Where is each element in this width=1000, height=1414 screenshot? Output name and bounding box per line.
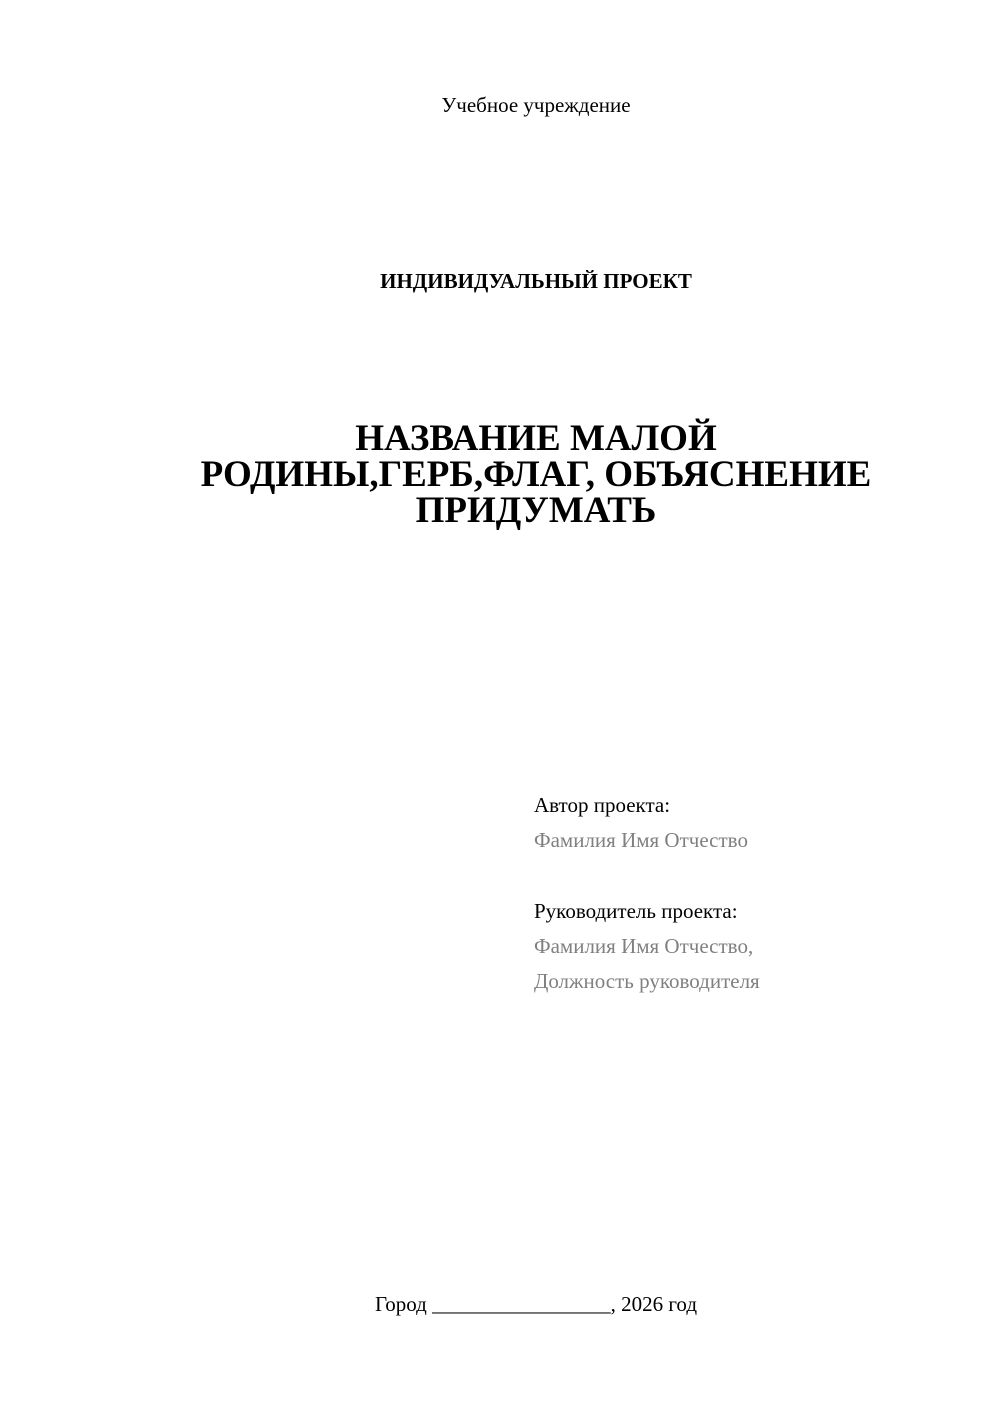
project-title bbox=[100, 418, 972, 531]
info-spacer bbox=[534, 858, 974, 894]
project-title-line-3: ПРИДУМАТЬ bbox=[415, 490, 657, 531]
institution-name: Учебное учреждение bbox=[441, 93, 631, 117]
author-label: Автор проекта: bbox=[534, 793, 671, 817]
document-type: ИНДИВИДУАЛЬНЫЙ ПРОЕКТ bbox=[380, 269, 692, 293]
supervisor-label: Руководитель проекта: bbox=[534, 899, 738, 923]
author-name: Фамилия Имя Отчество bbox=[534, 828, 748, 852]
project-title-line-2: РОДИНЫ,ГЕРБ,ФЛАГ, ОБЪЯСНЕНИЕ bbox=[200, 454, 872, 495]
project-info bbox=[534, 788, 974, 999]
supervisor-name: Фамилия Имя Отчество, bbox=[534, 934, 754, 958]
city-year-line: Город _________________, 2026 год bbox=[374, 1292, 698, 1316]
supervisor-position: Должность руководителя bbox=[534, 969, 760, 993]
project-title-line-1: НАЗВАНИЕ МАЛОЙ bbox=[355, 418, 717, 459]
